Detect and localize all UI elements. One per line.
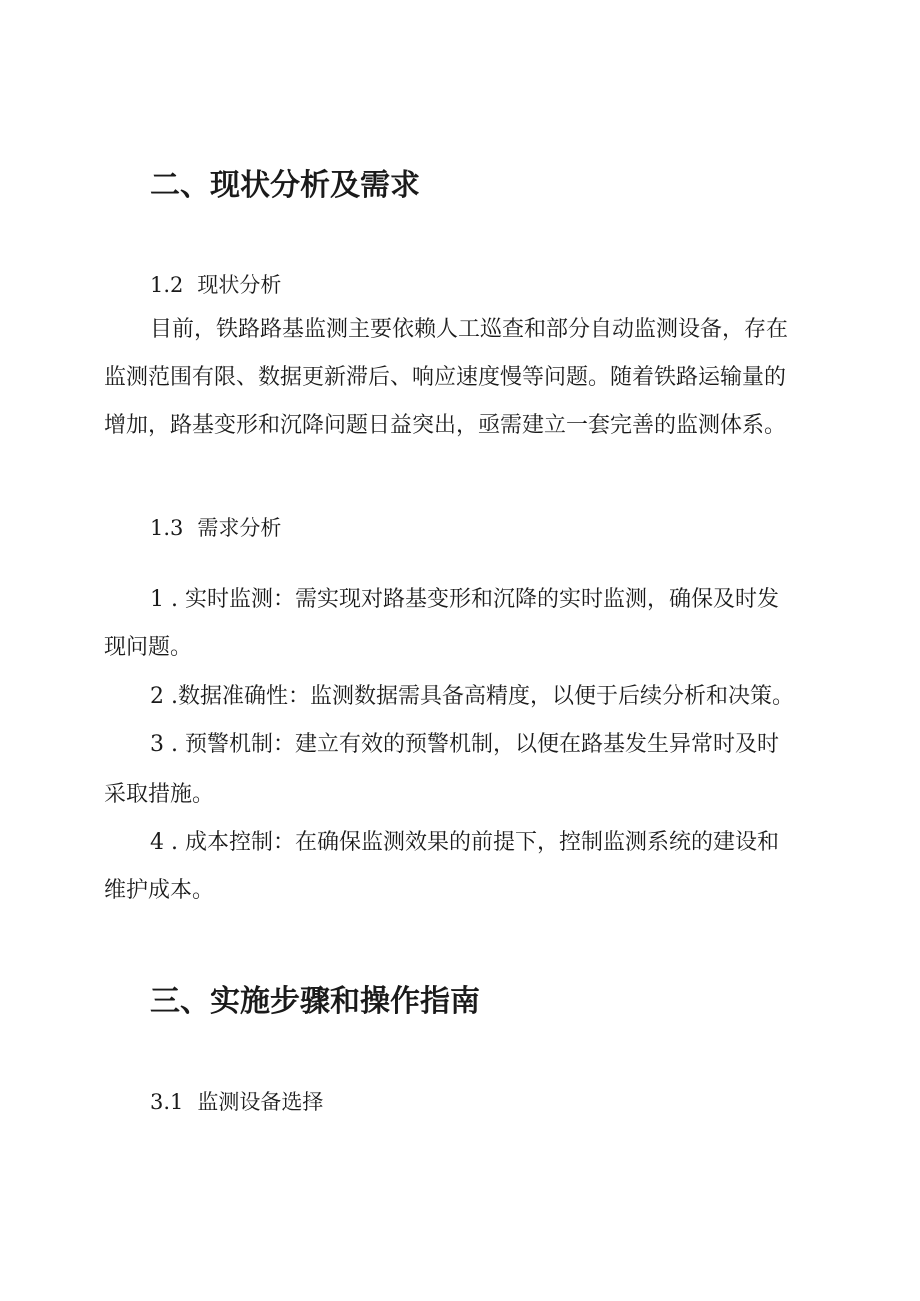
subheading-device-selection <box>150 1087 323 1117</box>
list-item-line: 维护成本。 <box>104 878 215 903</box>
subheading-title: 现状分析 <box>197 273 282 297</box>
list-item-line: 3 . 预警机制：建立有效的预警机制，以便在路基发生异常时及时 <box>150 732 779 757</box>
paragraph-line: 监测范围有限、数据更新滞后、响应速度慢等问题。随着铁路运输量的 <box>104 365 787 390</box>
subheading-title: 监测设备选择 <box>197 1090 324 1114</box>
subheading-needs-analysis <box>150 513 281 543</box>
list-item-line: 现问题。 <box>104 635 193 660</box>
subheading-title: 需求分析 <box>197 516 282 540</box>
subheading-number: 1.3 <box>150 516 184 540</box>
subheading-status-analysis <box>150 270 281 300</box>
list-item-line: 1 . 实时监测：需实现对路基变形和沉降的实时监测，确保及时发 <box>150 587 779 612</box>
paragraph-line: 目前，铁路路基监测主要依赖人工巡查和部分自动监测设备，存在 <box>150 317 789 342</box>
section-heading-3: 三、实施步骤和操作指南 <box>150 984 480 1019</box>
list-item-line: 4 . 成本控制：在确保监测效果的前提下，控制监测系统的建设和 <box>150 830 779 855</box>
section-heading-2: 二、现状分析及需求 <box>150 168 420 203</box>
subheading-number: 3.1 <box>150 1090 184 1114</box>
list-item-line: 采取措施。 <box>104 782 215 807</box>
list-item-line: 2 .数据准确性：监测数据需具备高精度，以便于后续分析和决策。 <box>150 684 794 709</box>
subheading-number: 1.2 <box>150 273 184 297</box>
paragraph-line: 增加，路基变形和沉降问题日益突出，亟需建立一套完善的监测体系。 <box>104 413 787 438</box>
